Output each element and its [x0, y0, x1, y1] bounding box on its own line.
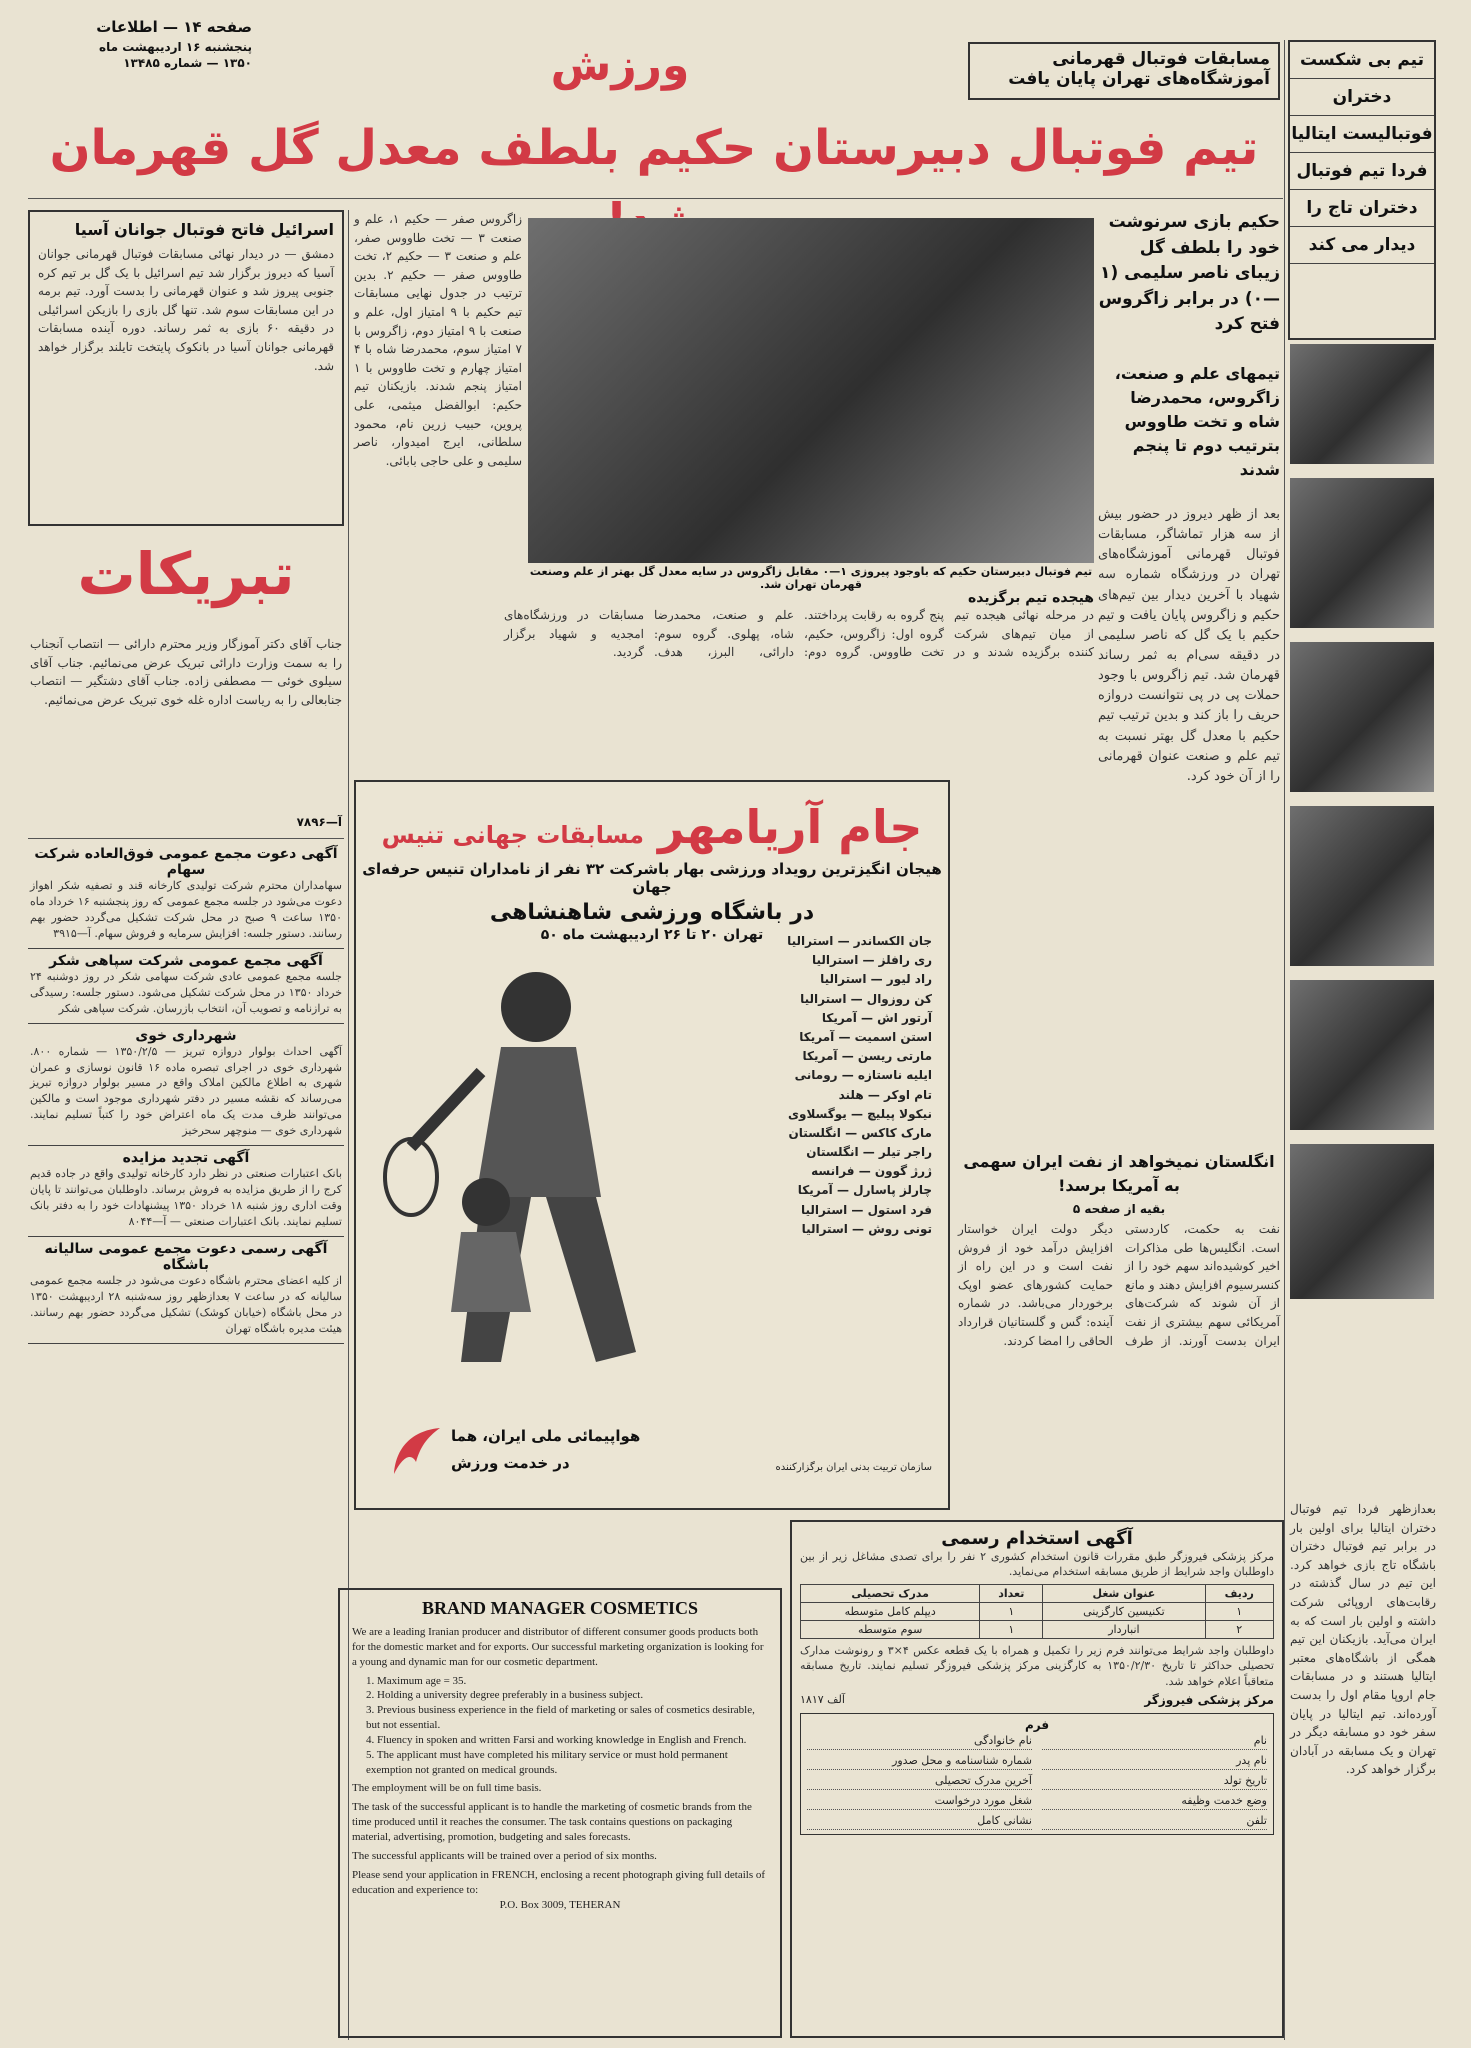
- form-field: نام پدر: [1042, 1752, 1267, 1770]
- masthead-info: [32, 18, 252, 80]
- tennis-player: چارلز پاسارل — آمریکا: [797, 1183, 932, 1198]
- hiring-table-cell: ۱: [980, 1602, 1043, 1620]
- right-headline-item: دیدار می کند: [1290, 227, 1434, 264]
- classified-ad: [28, 949, 344, 1024]
- oil-note: بقیه از صفحه ۵: [1072, 1202, 1166, 1216]
- english-ad-requirement: 1. Maximum age = 35.: [366, 1674, 467, 1687]
- tennis-sub1: هیجان انگیزترین رویداد ورزشی بهار باشرکت ۳۲ نفر از نامداران تنیس حرفه‌ای جهان: [362, 860, 942, 896]
- tennis-player-list: [692, 932, 932, 1239]
- form-field: تلفن: [1042, 1812, 1267, 1830]
- hiring-table-cell: سوم متوسطه: [801, 1620, 980, 1638]
- tennis-player: کن روزوال — استرالیا: [800, 991, 932, 1006]
- right-headline-item: دختران تاج را: [1290, 190, 1434, 227]
- tennis-player: جان الکساندر — استرالیا: [787, 934, 932, 948]
- condolence-code: آ—۷۸۹۶: [296, 815, 342, 829]
- classified-ad-title: شهرداری خوی: [135, 1027, 237, 1044]
- english-ad-title: BRAND MANAGER COSMETICS: [421, 1598, 699, 1618]
- classified-ad-body: بانک اعتبارات صنعتی در نظر دارد کارخانه تولیدی واقع در جاده قدیم کرج را از طریق مزایده به فروش برساند. داوطلبان می‌توانند تا پایان وقت اداری روز شنبه ۱۸ خرداد ۱۳۵۰ پیشنهادات خود را به دفتر بانک تسلیم نمایند. بانک اعتبارات صنعتی — آ—۸۰۴۴: [30, 1167, 342, 1228]
- table-row: [801, 1620, 1274, 1638]
- right-headline-item: فردا تیم فوتبال: [1290, 153, 1434, 190]
- hiring-table-cell: تکنیسین کارگزینی: [1043, 1602, 1205, 1620]
- tennis-title-small: مسابقات جهانی تنیس: [381, 821, 644, 849]
- section-title: ورزش: [550, 40, 690, 91]
- english-ad-task: The task of the successful applicant is to handle the marketing of cosmetic brands from the time produced until it reaches the consumer. The task contains questions on packaging material, advertising, promotion, budgeting and sales forecasts.: [352, 1801, 752, 1843]
- right-headline-item: دختران: [1290, 79, 1434, 116]
- oil-story: [958, 1150, 1280, 1500]
- hiring-title: آگهی استخدام رسمی: [941, 1528, 1133, 1549]
- hiring-body: داوطلبان واجد شرایط می‌توانند فرم زیر را تکمیل و همراه با یک قطعه عکس ۴×۳ و رونوشت مدارک تحصیلی حداکثر تا تاریخ ۱۳۵۰/۲/۳۰ به کارگزینی مرکز پزشکی فیروزگر تسلیم نمایند. تاریخ مسابقه متعاقباً اعلام خواهد شد.: [800, 1643, 1275, 1688]
- italy-team-story: بعدازظهر فردا تیم فوتبال دختران ایتالیا برای اولین بار در برابر تیم فوتبال دختران باشگاه تاج بازی خواهد کرد. این تیم در سال گذشته در رقابت‌های اروپائی شرکت داشته و اولین بار است که به ایران می‌آید. بازیکنان این تیم همگی از باشگاه‌های معتبر ایتالیا هستند و در مسابقات جام اروپا مقام اول را بدست آورده‌اند. تیم ایتالیا در پایان سفر خود دو مسابقه دیگر در تهران و یک مسابقه در آبادان برگزار خواهد کرد.: [1290, 1502, 1436, 1777]
- right-headline-item: فوتبالیست ایتالیا: [1290, 116, 1434, 153]
- player-portrait: [1290, 806, 1434, 966]
- homa-logo-icon: [386, 1422, 446, 1482]
- tennis-player: راجر تیلر — انگلستان: [806, 1145, 932, 1160]
- tennis-player: ایلیه ناستازه — رومانی: [794, 1068, 932, 1083]
- headline-box-line2: آموزشگاه‌های تهران پایان یافت: [1008, 69, 1270, 89]
- page-info: صفحه ۱۴ — اطلاعات: [96, 18, 252, 36]
- classified-ad-body: سهامداران محترم شرکت تولیدی کارخانه قند و تصفیه شکر اهواز دعوت می‌شود در جلسه مجمع عمومی که روز پنجشنبه ۱۶ خرداد ماه ۱۳۵۰ ساعت ۹ صبح در محل شرکت تشکیل می‌گردد حضور بهم رسانند. دستور جلسه: افزایش سرمایه و فروش سهام. آ—۳۹۱۵: [30, 879, 342, 940]
- asia-title: اسرائیل فاتح فوتبال جوانان آسیا: [74, 220, 334, 239]
- issue-date: پنجشنبه ۱۶ اردیبهشت ماه: [99, 40, 252, 54]
- hiring-table-cell: ۲: [1205, 1620, 1273, 1638]
- story-continuation: زاگروس صفر — حکیم ۱، علم و صنعت ۳ — تخت طاووس صفر، علم و صنعت ۳ — حکیم ۲، تخت طاووس صفر — حکیم ۲. بدین ترتیب در جدول نهایی مسابقات تیم حکیم با ۹ امتیاز اول، علم و صنعت با ۹ امتیاز دوم، زاگروس با ۷ امتیاز سوم، محمدرضا شاه با ۴ امتیاز چهارم و تخت طاووس با ۱ امتیاز پنجم شدند. بازیکنان تیم حکیم: ابوالفضل میثمی، علی پروین، حبیب زرین نام، محمود سلطانی، ایرج امیدوار، ناصر سلیمی و علی حاجی بابائی.: [354, 212, 522, 468]
- oil-title: انگلستان نمیخواهد از نفت ایران سهمی به آمریکا برسد!: [963, 1152, 1275, 1195]
- hiring-table-cell: انباردار: [1043, 1620, 1205, 1638]
- issue-number: ۱۳۵۰ — شماره ۱۳۴۸۵: [123, 56, 252, 70]
- application-form: [800, 1713, 1274, 1835]
- form-title: فرم: [1024, 1717, 1050, 1732]
- lead-story-subtitle: تیمهای علم و صنعت، زاگروس، محمدرضا شاه و تخت طاووس بترتیب دوم تا پنجم شدند: [1114, 364, 1280, 479]
- english-ad-requirement: 2. Holding a university degree preferably in a business subject.: [366, 1689, 644, 1702]
- tennis-credit: سازمان تربیت بدنی ایران برگزارکننده: [775, 1462, 932, 1473]
- english-ad-intro: We are a leading Iranian producer and distributor of different consumer goods products both for the domestic market and for exports. Our successful marketing organization is looking for a young and dynamic man for our cosmetic department.: [352, 1626, 764, 1668]
- classified-ad: [28, 842, 344, 949]
- tennis-player: مارک کاکس — انگلستان: [788, 1125, 932, 1140]
- hiring-code: آلف ۱۸۱۷: [800, 1692, 845, 1706]
- tennis-ad: [354, 780, 950, 1510]
- tennis-sub2: در باشگاه ورزشی شاهنشاهی: [489, 900, 815, 925]
- classified-ad-body: از کلیه اعضای محترم باشگاه دعوت می‌شود در جلسه مجمع عمومی سالیانه که در ساعت ۷ بعدازظهر روز سه‌شنبه ۲۸ اردیبهشت ۱۳۵۰ در محل باشگاه (خیابان کوشک) تشکیل می‌گردد حضور بهم رسانند. هیئت مدیره باشگاه تهران: [30, 1273, 342, 1335]
- classified-ad: [28, 1237, 344, 1344]
- table-row: [801, 1602, 1274, 1620]
- tennis-player: استن اسمیت — آمریکا: [799, 1029, 932, 1044]
- lead-story-title: حکیم بازی سرنوشت خود را بلطف گل زیبای ناصر سلیمی (۱—۰) در برابر زاگروس فتح کرد: [1098, 212, 1280, 334]
- tennis-player: آرتور اش — آمریکا: [821, 1010, 932, 1025]
- team-photo: [528, 218, 1094, 563]
- middle-strip: [354, 590, 1094, 780]
- player-portrait: [1290, 1144, 1434, 1299]
- airline-slogan: در خدمت ورزش: [451, 1454, 570, 1472]
- lead-story-body: بعد از ظهر دیروز در حضور بیش از سه هزار تماشاگر، مسابقات فوتبال قهرمانی آموزشگاه‌های تهران در ورزشگاه شماره سه شهیاد با آخرین دیدار بین تیم‌های حکیم و زاگروس پایان یافت و تیم حکیم با یک گل که ناصر سلیمی در دقیقه سی‌ام به ثمر رساند قهرمان شد. تیم زاگروس با وجود حملات پی در پی نتوانست دروازه حریف را باز کند و بدین ترتیب تیم حکیم با معدل گل بهتر نسبت به تیم علم و صنعت عنوان قهرمانی را از آن خود کرد.: [1098, 507, 1280, 784]
- hiring-intro: مرکز پزشکی فیروزگر طبق مقررات قانون استخدام کشوری ۲ نفر را برای تصدی مشاغل زیر از بین داوطلبان واجد شرایط از طریق مسابقه استخدام می‌نماید.: [800, 1550, 1274, 1579]
- classified-ad-body: آگهی احداث بولوار دروازه تبریز — ۱۳۵۰/۲/۵ — شماره ۸۰۰. شهرداری خوی در اجرای تبصره ماده ۱۶ قانون نوسازی و عمران شهری به اطلاع مالکین املاک واقع در مسیر بولوار دروازه تبریز می‌رساند که نقشه مسیر در دفتر شهرداری موجود است و مالکین می‌توانند ظرف مدت یک ماه اعتراض خود را کتباً تسلیم نمایند. شهرداری خوی — منوچهر سحرخیز: [30, 1044, 342, 1138]
- left-ads: [28, 842, 344, 2038]
- tennis-player: نیکولا پیلیچ — یوگسلاوی: [787, 1106, 932, 1121]
- hiring-table-cell: ۱: [980, 1620, 1043, 1638]
- tennis-dates: تهران ۲۰ تا ۲۶ اردیبهشت ماه ۵۰: [540, 927, 764, 943]
- asia-box: [28, 210, 344, 526]
- form-field: آخرین مدرک تحصیلی: [807, 1772, 1032, 1790]
- middle-heading: هیجده تیم برگزیده: [968, 590, 1094, 606]
- player-portrait: [1290, 642, 1434, 792]
- brand-manager-ad: [338, 1588, 782, 2038]
- player-portrait: [1290, 478, 1434, 628]
- classified-ad-title: آگهی رسمی دعوت مجمع عمومی سالیانه باشگاه: [44, 1240, 328, 1273]
- tennis-player: فرد استول — استرالیا: [800, 1202, 932, 1217]
- classified-ad-title: آگهی دعوت مجمع عمومی فوق‌العاده شرکت سهام: [34, 846, 338, 878]
- tennis-player: تونی روش — استرالیا: [801, 1221, 932, 1236]
- asia-body: دمشق — در دیدار نهائی مسابقات فوتبال قهرمانی جوانان آسیا که دیروز برگزار شد تیم اسرائیل با یک گل بر تیم کره جنوبی پیروز شد و عنوان قهرمانی را بدست آورد. تیم برمه در این مسابقات سوم شد. تنها گل بازی را بازیکن اسرائیلی در دقیقه ۶۰ بازی به ثمر رساند. دوره آینده مسابقات قهرمانی جوانان آسیا در بانکوک پایتخت تایلند برگزار خواهد شد.: [38, 247, 334, 373]
- hiring-table-cell: دیپلم کامل متوسطه: [801, 1602, 980, 1620]
- english-ad-training: The successful applicants will be trained over a period of six months.: [352, 1849, 657, 1862]
- hiring-table-header: تعداد: [980, 1584, 1043, 1602]
- classified-ad: [28, 1024, 344, 1147]
- hiring-table-header: عنوان شغل: [1043, 1584, 1205, 1602]
- tennis-player: ری رافلز — استرالیا: [812, 953, 932, 968]
- hiring-table-header: مدرک تحصیلی: [801, 1584, 980, 1602]
- condolence-title: تبریکات: [77, 540, 295, 608]
- tennis-title-big: جام آریامهر: [658, 800, 923, 854]
- english-ad-box: P.O. Box 3009, TEHERAN: [499, 1899, 621, 1912]
- form-field: وضع خدمت وظیفه: [1042, 1792, 1267, 1810]
- hiring-table-header: ردیف: [1205, 1584, 1273, 1602]
- form-field: شغل مورد درخواست: [807, 1792, 1032, 1810]
- main-headline: تیم فوتبال دبیرستان حکیم بلطف معدل گل قهرمان: [49, 120, 1259, 176]
- headline-box-line1: مسابقات فوتبال قهرمانی: [1052, 49, 1270, 69]
- right-headline-box: [1288, 40, 1436, 340]
- hiring-table: [800, 1584, 1274, 1639]
- condolence-body: جناب آقای دکتر آموزگار وزیر محترم دارائی — انتصاب آنجناب را به سمت وزارت دارائی تبریک عرض می‌نمائیم. جناب آقای سیلوی خوئی — مصطفی زاده. جناب آقای دشتگیر — انتصاب جنابعالی را به ریاست اداره غله خوی تبریک عرض می‌نمائیم.: [30, 637, 342, 707]
- form-field: شماره شناسنامه و محل صدور: [807, 1752, 1032, 1770]
- english-ad-apply: Please send your application in FRENCH, enclosing a recent photograph giving full details of education and experience to:: [352, 1868, 766, 1896]
- classified-ad: [28, 1146, 344, 1237]
- hiring-ad: [790, 1520, 1284, 2038]
- player-portrait: [1290, 980, 1434, 1130]
- tennis-player-illustration: [386, 932, 716, 1402]
- player-portrait: [1290, 344, 1434, 464]
- form-field: نشانی کامل: [807, 1812, 1032, 1830]
- tennis-player: تام اوکر — هلند: [838, 1087, 932, 1102]
- english-ad-requirement: 3. Previous business experience in the field of marketing or sales of cosmetics desirable, but not essential.: [366, 1704, 755, 1732]
- english-ad-requirement: 4. Fluency in spoken and written Farsi and working knowledge in English and French.: [366, 1733, 747, 1746]
- oil-body: نفت به حکمت، کاردستی است. انگلیس‌ها طی مذاکرات اخیر کوشیده‌اند سهم خود را از کنسرسیوم افزایش دهند و مانع از آن شوند که شرکت‌های آمریکائی سهم بیشتری از نفت ایران بدست آورند. از طرف دیگر دولت ایران خواستار افزایش درآمد خود از فروش نفت است و در این راه از حمایت کشورهای عضو اوپک برخوردار می‌باشد. در شماره آینده: گس و گلستانیان قرارداد الحاقی را امضا کردند.: [958, 1222, 1280, 1348]
- hiring-signature: مرکز پزشکی فیروزگر: [1144, 1692, 1274, 1707]
- english-ad-requirement: 5. The applicant must have completed his military service or must hold permanent exemption not granted on medical grounds.: [366, 1748, 728, 1776]
- classified-ad-body: جلسه مجمع عمومی عادی شرکت سهامی شکر در روز دوشنبه ۲۴ خرداد ۱۳۵۰ در محل شرکت تشکیل می‌شود. دستور جلسه: رسیدگی به ترازنامه و تصویب آن، انتخاب بازرسان. شرکت سپاهی شکر: [30, 969, 342, 1015]
- classified-ad-title: آگهی مجمع عمومی شرکت سپاهی شکر: [49, 952, 323, 969]
- form-field: نام: [1042, 1732, 1267, 1750]
- form-field: تاریخ تولد: [1042, 1772, 1267, 1790]
- headline-box: [968, 42, 1280, 100]
- right-headline-item: تیم بی شکست: [1290, 42, 1434, 79]
- hiring-table-cell: ۱: [1205, 1602, 1273, 1620]
- english-ad-employment: The employment will be on full time basis.: [352, 1782, 542, 1795]
- tennis-player: مارتی ریسن — آمریکا: [802, 1049, 932, 1064]
- tennis-player: راد لیور — استرالیا: [820, 972, 932, 987]
- middle-body: در مرحله نهائی هیجده تیم از میان تیم‌های شرکت کننده برگزیده شدند و در پنج گروه به رقابت پرداختند. گروه اول: زاگروس، حکیم، تخت طاووس. گروه دوم: علم و صنعت، محمدرضا شاه، پهلوی. گروه سوم: دارائی، البرز، هدف. مسابقات در ورزشگاه‌های امجدیه و شهیاد برگزار گردید.: [504, 608, 1094, 660]
- classified-ad-title: آگهی تجدید مزایده: [122, 1150, 250, 1167]
- tennis-player: ژرژ گوون — فرانسه: [811, 1164, 932, 1179]
- airline-name: هواپیمائی ملی ایران، هما: [451, 1427, 641, 1445]
- portrait-column: [1290, 340, 1434, 1510]
- form-field: نام خانوادگی: [807, 1732, 1032, 1750]
- photo-caption: تیم فوتبال دبیرستان حکیم که باوجود پیروزی ۱—۰ مقابل زاگروس در سایه معدل گل بهتر از علم وصنعت قهرمان تهران شد.: [529, 565, 1093, 591]
